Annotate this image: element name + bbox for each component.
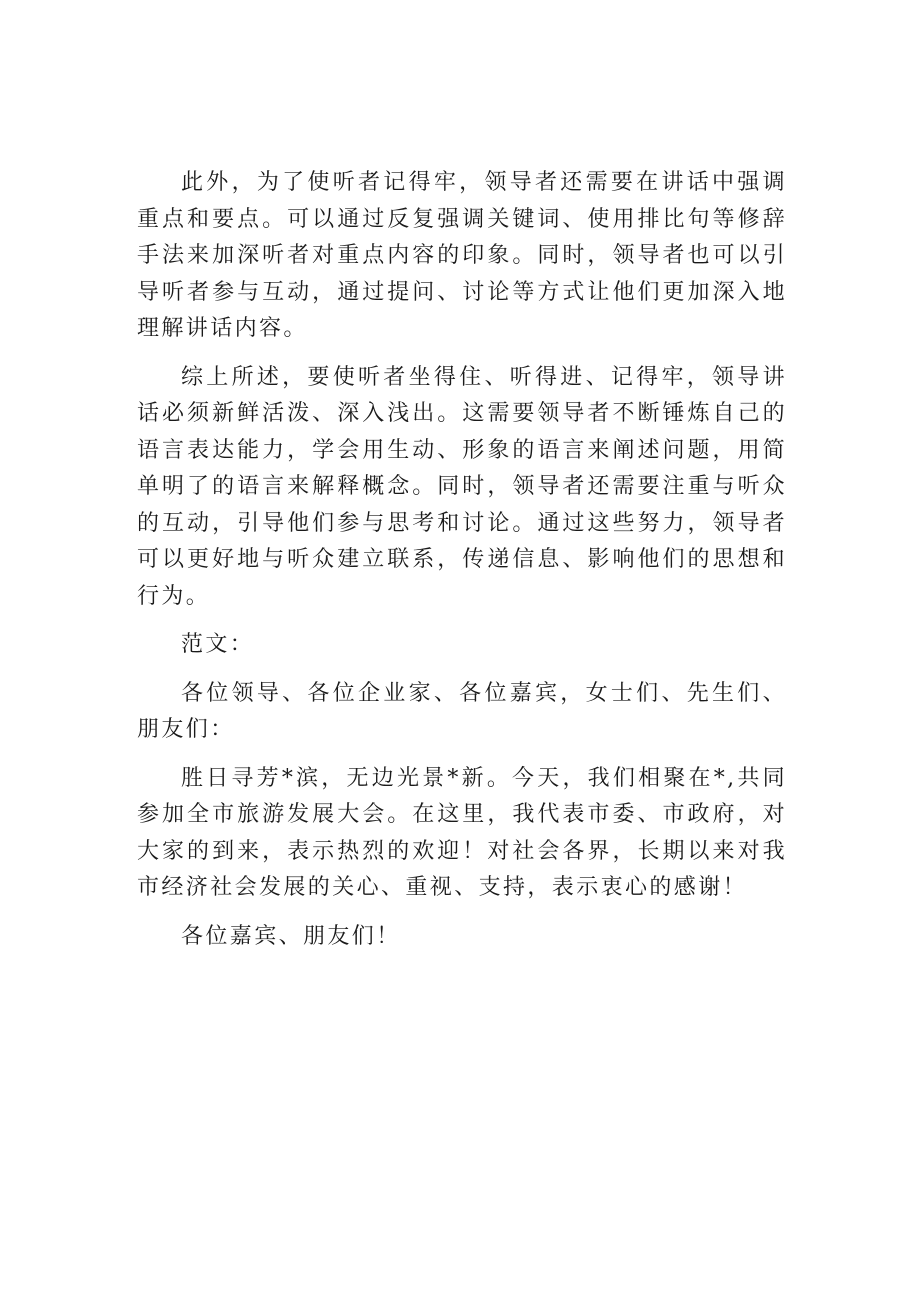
paragraph-sample-heading: 范文： [181, 632, 255, 657]
paragraph-address: 各位嘉宾、朋友们！ [181, 923, 401, 949]
paragraph-salutation: 各位领导、各位企业家、各位嘉宾，女士们、先生们、朋友们： [137, 680, 787, 742]
paragraph-emphasis: 此外，为了使听者记得牢，领导者还需要在讲话中强调重点和要点。可以通过反复强调关键词、使用排比句等修辞手法来加深听者对重点内容的印象。同时，领导者也可以引导听者参与互动，通过提问、讨论等方式让他们更加深入地理解讲话内容。 [137, 170, 787, 341]
paragraph-summary: 综上所述，要使听者坐得住、听得进、记得牢，领导讲话必须新鲜活泼、深入浅出。这需要领导者不断锤炼自己的语言表达能力，学会用生动、形象的语言来阐述问题，用简单明了的语言来解释概念。同时，领导者还需要注重与听众的互动，引导他们参与思考和讨论。通过这些努力，领导者可以更好地与听众建立联系，传递信息、影响他们的思想和行为。 [137, 364, 787, 609]
document-body [137, 165, 787, 967]
paragraph-welcome: 胜日寻芳*滨，无边光景*新。今天，我们相聚在*,共同参加全市旅游发展大会。在这里，我代表市委、市政府，对大家的到来，表示热烈的欢迎！对社会各界，长期以来对我市经济社会发展的关心、重视、支持，表示衷心的感谢！ [137, 765, 787, 900]
